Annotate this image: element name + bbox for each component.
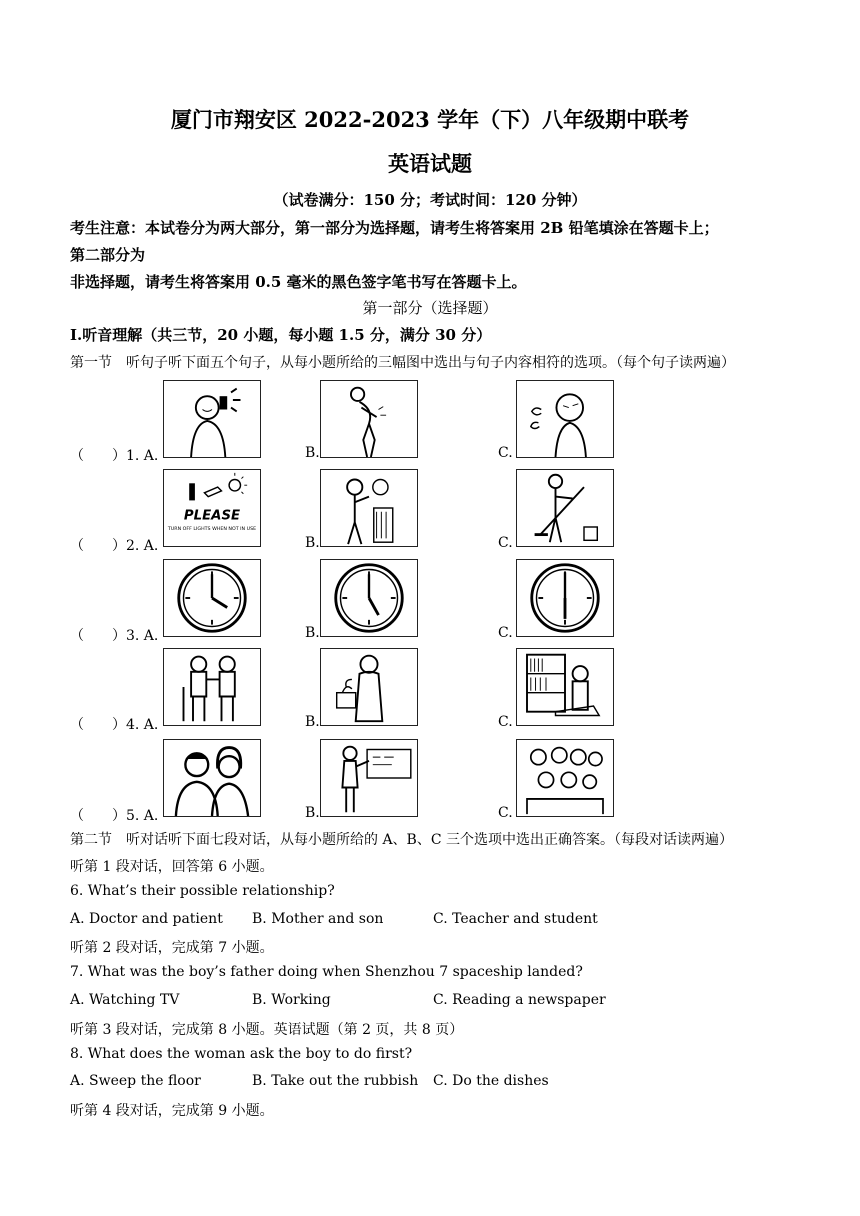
option-b-label: B. [305,625,320,641]
dialogue-intro: 听第 1 段对话，回答第 6 小题。 [70,859,274,875]
notice-line-2: 第二部分为 [70,246,146,264]
girl-watering-icon[interactable] [320,648,418,726]
option-c[interactable]: C. Reading a newspaper [433,992,606,1008]
option-a[interactable]: A. Sweep the floor [70,1073,201,1089]
section2-instructions: 第二节 听对话听下面七段对话，从每小题所给的 A、B、C 三个选项中选出正确答案。（每段对话读两遍） [70,832,734,848]
woman-backache-icon[interactable] [320,380,418,458]
sign-text: PLEASE [183,508,241,524]
clock-six-icon[interactable] [516,559,614,637]
option-c-label: C. [498,714,513,730]
dialogue-intro: 听第 4 段对话，完成第 9 小题。 [70,1103,274,1119]
option-b-label: B. [305,445,320,461]
option-c-label: C. [498,805,513,821]
question-number: （ ）1. A. [70,448,159,464]
option-b-label: B. [305,535,320,551]
helping-elderly-icon[interactable] [163,648,261,726]
boy-bookshelf-icon[interactable] [516,648,614,726]
boy-sneeze-icon[interactable] [516,380,614,458]
section1-instructions: 第一节 听句子听下面五个句子，从每小题所给的三幅图中选出与句子内容相符的选项。（每个句子读两遍） [70,355,735,371]
option-c[interactable]: C. Do the dishes [433,1073,549,1089]
couple-portrait-icon[interactable] [163,739,261,817]
exam-title: 厦门市翔安区 2022-2023 学年（下）八年级期中联考 [170,107,690,132]
option-b[interactable]: B. Working [252,992,331,1008]
dialogue-intro: 听第 2 段对话，完成第 7 小题。 [70,940,274,956]
option-b-label: B. [305,714,320,730]
question-text: 6. What’s their possible relationship? [70,883,335,899]
notice-line-3: 非选择题，请考生将答案用 0.5 毫米的黑色签字笔书写在答题卡上。 [70,273,527,291]
option-a[interactable]: A. Watching TV [70,992,180,1008]
clock-five-icon[interactable] [320,559,418,637]
question-number: （ ）4. A. [70,717,159,733]
boy-phone-icon[interactable] [163,380,261,458]
part1-heading: 第一部分（选择题） [362,299,498,317]
question-number: （ ）2. A. [70,538,159,554]
option-c-label: C. [498,625,513,641]
option-c[interactable]: C. Teacher and student [433,911,598,927]
question-text: 7. What was the boy’s father doing when Shenzhou 7 spaceship landed? [70,964,583,980]
exam-info: （试卷满分：150 分；考试时间：120 分钟） [273,191,587,209]
students-group-icon[interactable] [516,739,614,817]
option-b[interactable]: B. Take out the rubbish [252,1073,419,1089]
light-switch-sign-icon[interactable] [163,469,261,547]
question-number: （ ）3. A. [70,628,159,644]
teacher-blackboard-icon[interactable] [320,739,418,817]
option-b[interactable]: B. Mother and son [252,911,384,927]
dialogue-intro: 听第 3 段对话，完成第 8 小题。英语试题（第 2 页，共 8 页） [70,1022,464,1038]
option-b-label: B. [305,805,320,821]
section-title: I.听音理解（共三节，20 小题，每小题 1.5 分，满分 30 分） [70,326,492,344]
option-a[interactable]: A. Doctor and patient [70,911,223,927]
man-mopping-icon[interactable] [516,469,614,547]
exam-subtitle: 英语试题 [388,151,472,176]
question-number: （ ）5. A. [70,808,159,824]
option-c-label: C. [498,445,513,461]
question-text: 8. What does the woman ask the boy to do first? [70,1046,413,1062]
option-c-label: C. [498,535,513,551]
man-lamp-icon[interactable] [320,469,418,547]
sign-small-text: TURN OFF LIGHTS WHEN NOT IN USE [167,526,257,532]
notice-line-1: 考生注意：本试卷分为两大部分，第一部分为选择题，请考生将答案用 2B 铅笔填涂在答题卡上； [70,219,719,237]
clock-four-icon[interactable] [163,559,261,637]
